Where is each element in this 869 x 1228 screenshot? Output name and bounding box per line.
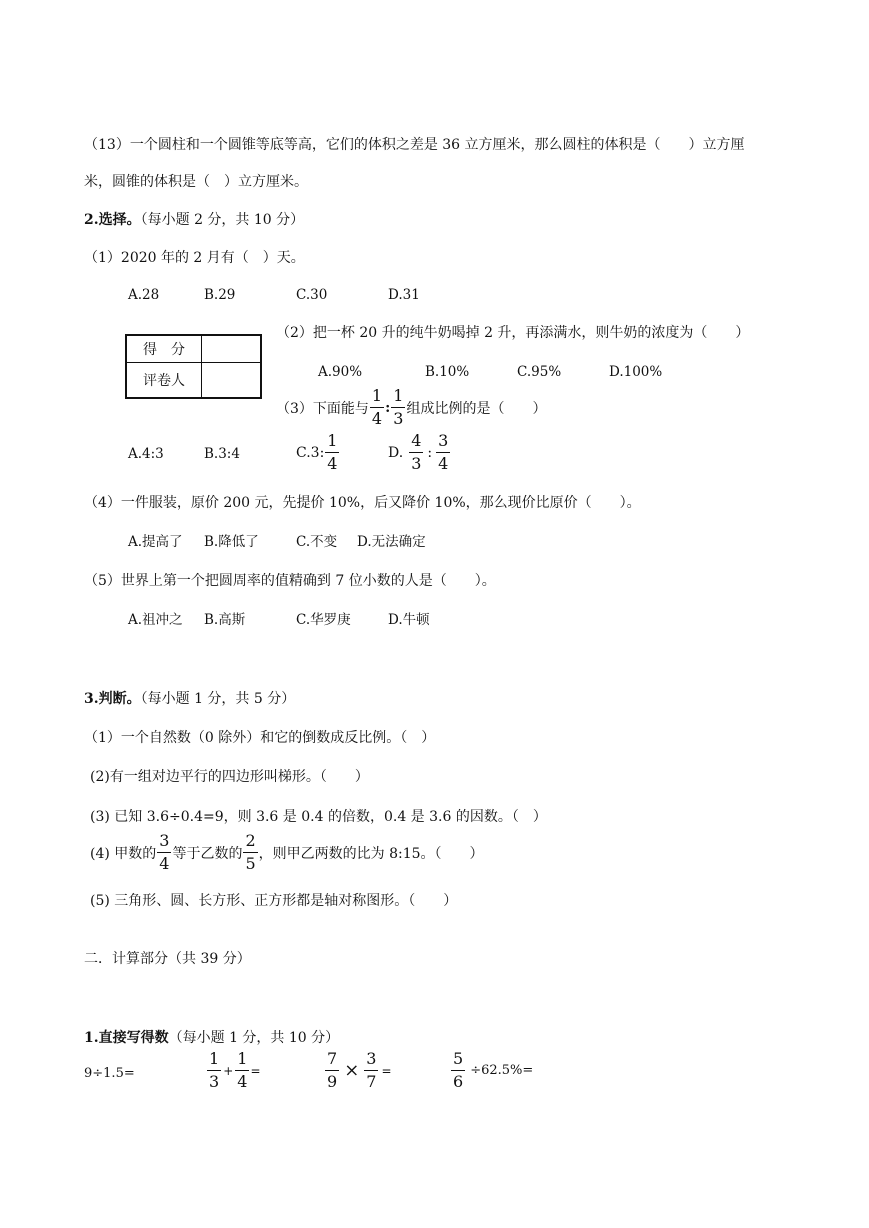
judge-item-1: （1）一个自然数（0 除外）和它的倒数成反比例。（ ） <box>84 730 436 746</box>
choice-q5-option-c: C.华罗庚 <box>296 612 351 628</box>
grader-label: 评卷人 <box>126 363 202 399</box>
fraction-one-quarter <box>235 1051 249 1090</box>
expr-4 <box>450 1051 533 1090</box>
judge-item-3: (3) 已知 3.6÷0.4=9，则 3.6 是 0.4 的倍数，0.4 是 3.6 的因数。（ ） <box>90 809 547 825</box>
choice-q1-option-a: A.28 <box>128 287 160 303</box>
score-label: 得 分 <box>126 335 202 363</box>
question-13-line2: 米，圆锥的体积是（ ）立方厘米。 <box>84 174 308 190</box>
fraction-denominator: 3 <box>209 1072 220 1091</box>
fraction-numerator: 1 <box>370 388 384 408</box>
fraction-two-fifths <box>243 833 257 872</box>
fraction-numerator: 1 <box>207 1051 221 1071</box>
part-two-heading: 二．计算部分（共 39 分） <box>84 951 251 967</box>
fraction-denominator: 7 <box>366 1072 377 1091</box>
fraction-three-quarters <box>157 833 171 872</box>
direct-answer-note: （每小题 1 分，共 10 分） <box>168 1030 340 1046</box>
choice-q3-option-c <box>296 433 340 472</box>
judge-item-4-mid: 等于乙数的 <box>172 845 243 862</box>
fraction-numerator: 1 <box>235 1051 249 1071</box>
fraction-denominator: 4 <box>438 454 449 473</box>
fraction-numerator: 3 <box>436 433 450 453</box>
choice-q4-option-a: A.提高了 <box>128 534 183 550</box>
choice-q3-suffix: 组成比例的是（ ） <box>406 400 547 417</box>
question-13-line1: （13）一个圆柱和一个圆锥等底等高，它们的体积之差是 36 立方厘米，那么圆柱的体积是（ ）立方厘 <box>84 137 745 153</box>
choice-section-heading <box>84 210 304 230</box>
choice-q2-option-c: C.95% <box>517 364 562 380</box>
times-sign: × <box>344 1060 360 1081</box>
judge-item-4-suffix: ，则甲乙两数的比为 8:15。（ ） <box>258 845 484 862</box>
choice-note: （每小题 2 分，共 10 分） <box>140 212 305 228</box>
fraction-denominator: 3 <box>393 409 404 428</box>
fraction-one-quarter <box>370 388 384 427</box>
choice-q2-text: （2）把一杯 20 升的纯牛奶喝掉 2 升，再添满水，则牛奶的浓度为（ ） <box>276 325 750 341</box>
score-value-cell[interactable] <box>202 335 262 363</box>
choice-q1-option-d: D.31 <box>388 287 420 303</box>
choice-q3-option-b: B.3:4 <box>204 446 240 462</box>
fraction-one-third <box>391 388 405 427</box>
fraction-three-sevenths <box>364 1051 378 1090</box>
choice-q1-text: （1）2020 年的 2 月有（ ）天。 <box>84 250 305 266</box>
fraction-four-thirds <box>409 433 423 472</box>
expr-4-rest: ÷62.5%= <box>470 1063 534 1078</box>
ratio-colon: : <box>427 444 433 461</box>
fraction-one-quarter <box>325 433 339 472</box>
fraction-denominator: 4 <box>371 409 383 428</box>
choice-q3-text <box>276 388 546 427</box>
fraction-numerator: 2 <box>243 833 257 853</box>
expr-2 <box>206 1051 261 1090</box>
choice-q5-option-b: B.高斯 <box>204 612 246 628</box>
choice-q3-prefix: （3）下面能与 <box>276 400 369 417</box>
fraction-denominator: 9 <box>327 1072 338 1091</box>
equals-sign: = <box>250 1063 261 1078</box>
choice-q3-option-d <box>388 433 451 472</box>
fraction-denominator: 4 <box>327 454 338 473</box>
plus-sign: + <box>223 1063 234 1078</box>
choice-q1-option-b: B.29 <box>204 287 236 303</box>
fraction-numerator: 3 <box>157 833 171 853</box>
fraction-numerator: 4 <box>409 433 423 453</box>
judge-section-heading <box>84 689 295 709</box>
expr-3 <box>324 1051 392 1090</box>
expr-1: 9÷1.5= <box>84 1066 135 1081</box>
choice-heading: 2.选择。 <box>84 212 141 228</box>
choice-q2-option-a: A.90% <box>318 364 363 380</box>
option-d-prefix: D. <box>388 444 404 461</box>
choice-q4-option-d: D.无法确定 <box>357 534 426 550</box>
judge-item-4 <box>90 833 484 872</box>
fraction-numerator: 1 <box>325 433 339 453</box>
fraction-denominator: 4 <box>159 854 170 873</box>
choice-q3-option-a: A.4:3 <box>128 446 164 462</box>
choice-q4-option-c: C.不变 <box>296 534 338 550</box>
fraction-denominator: 4 <box>237 1072 248 1091</box>
choice-q5-option-a: A.祖冲之 <box>128 612 183 628</box>
judge-item-2: (2)有一组对边平行的四边形叫梯形。（ ） <box>90 769 369 785</box>
choice-q4-option-b: B.降低了 <box>204 534 259 550</box>
choice-q2-option-d: D.100% <box>609 364 663 380</box>
fraction-denominator: 3 <box>411 454 422 473</box>
judge-heading: 3.判断。 <box>84 691 141 707</box>
judge-item-5: (5) 三角形、圆、长方形、正方形都是轴对称图形。（ ） <box>90 893 458 909</box>
fraction-numerator: 1 <box>391 388 405 408</box>
choice-q4-text: （4）一件服装，原价 200 元，先提价 10%，后又降价 10%，那么现价比原价（ ）。 <box>84 495 641 511</box>
direct-answer-heading: 1.直接写得数 <box>84 1030 169 1046</box>
fraction-denominator: 6 <box>453 1072 464 1091</box>
fraction-five-sixths <box>451 1051 465 1090</box>
score-box <box>125 334 262 399</box>
choice-q1-option-c: C.30 <box>296 287 328 303</box>
choice-q5-option-d: D.牛顿 <box>388 612 430 628</box>
choice-q2-option-b: B.10% <box>425 364 470 380</box>
choice-q5-text: （5）世界上第一个把圆周率的值精确到 7 位小数的人是（ ）。 <box>84 573 496 589</box>
fraction-one-third <box>207 1051 221 1090</box>
fraction-seven-ninths <box>325 1051 339 1090</box>
ratio-colon: : <box>385 399 391 416</box>
direct-answer-heading-line <box>84 1028 339 1048</box>
fraction-denominator: 5 <box>245 854 256 873</box>
fraction-numerator: 3 <box>364 1051 378 1071</box>
fraction-numerator: 5 <box>451 1051 465 1071</box>
option-c-prefix: C.3: <box>296 444 325 461</box>
equals-sign: = <box>381 1063 392 1078</box>
fraction-numerator: 7 <box>325 1051 339 1071</box>
fraction-three-quarters <box>436 433 450 472</box>
grader-value-cell[interactable] <box>202 363 262 399</box>
judge-note: （每小题 1 分，共 5 分） <box>140 691 296 707</box>
judge-item-4-prefix: (4) 甲数的 <box>90 845 157 862</box>
